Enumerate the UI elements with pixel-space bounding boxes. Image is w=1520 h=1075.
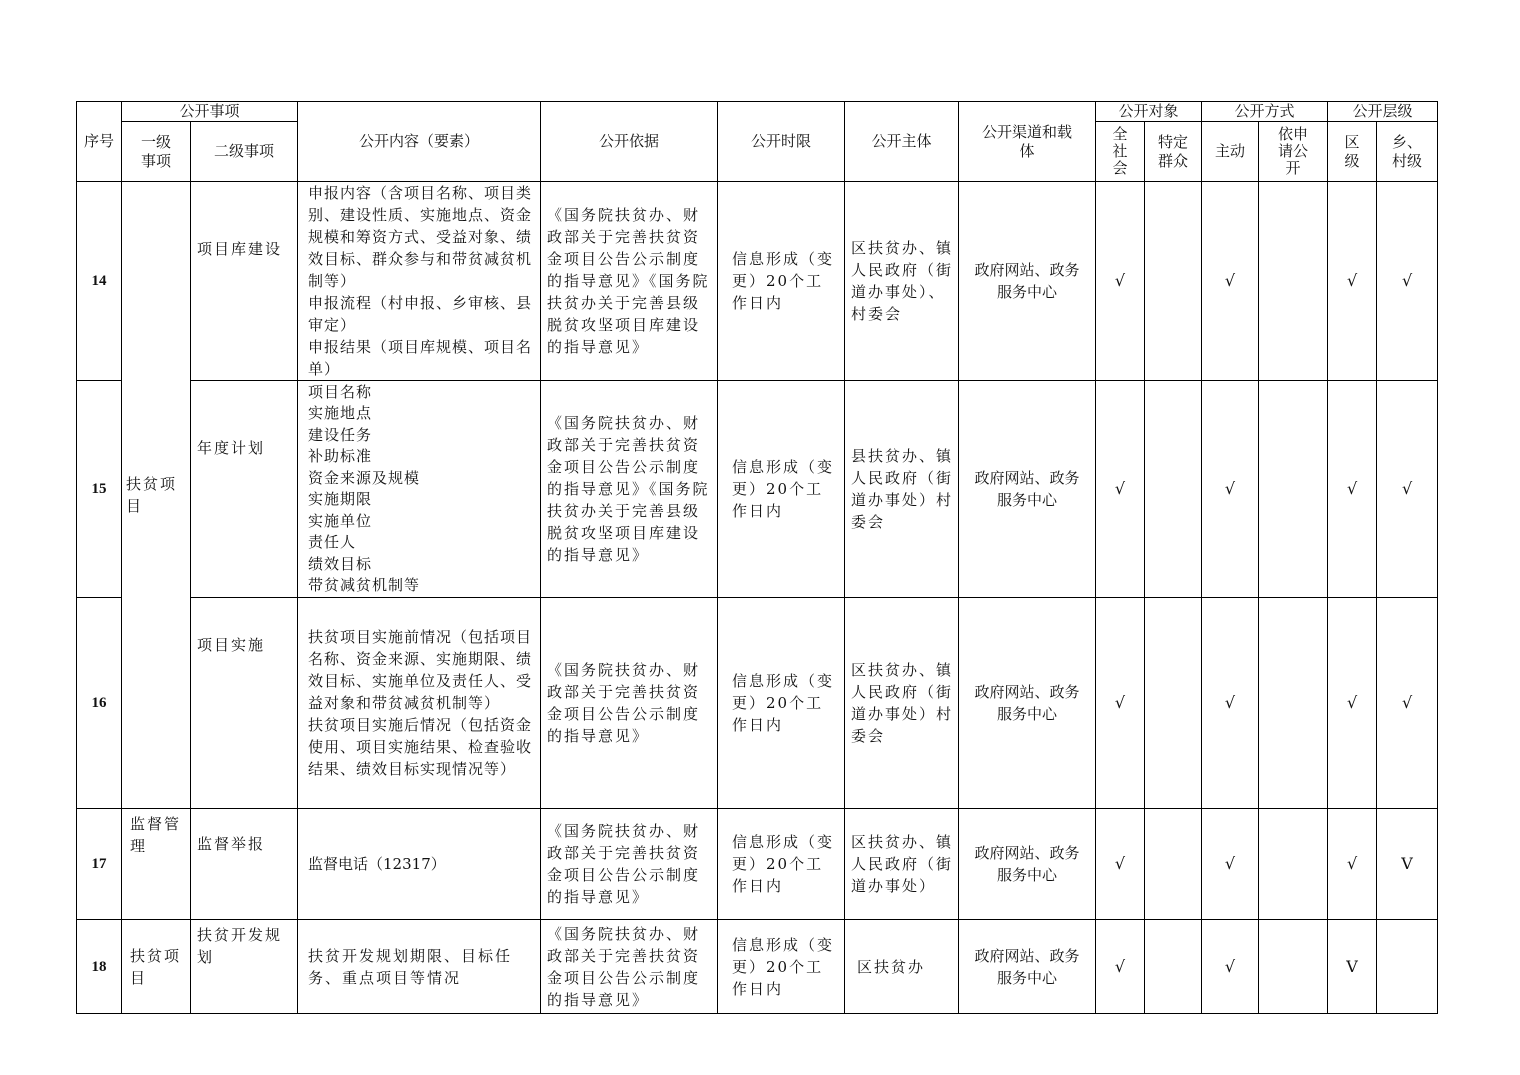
row-level-town — [1377, 920, 1438, 1014]
row-basis: 《国务院扶贫办、财政部关于完善扶贫资金项目公告公示制度的指导意见》 — [541, 809, 718, 920]
row-method-apply — [1259, 182, 1328, 381]
row-basis: 《国务院扶贫办、财政部关于完善扶贫资金项目公告公示制度的指导意见》 — [541, 598, 718, 809]
row-level2: 监督举报 — [191, 809, 298, 920]
row-level2: 项目实施 — [191, 598, 298, 809]
table-row — [77, 182, 1438, 381]
row-time-limit: 信息形成（变更）20个工作日内 — [718, 809, 845, 920]
row-target-specific — [1145, 598, 1202, 809]
row-target-specific — [1145, 809, 1202, 920]
row-seq: 17 — [77, 809, 122, 920]
row-target-specific — [1145, 381, 1202, 598]
row-level1: 监督管理 — [122, 809, 191, 920]
header-group-target: 公开对象 — [1096, 102, 1202, 122]
row-method-apply — [1259, 381, 1328, 598]
row-basis: 《国务院扶贫办、财政部关于完善扶贫资金项目公告公示制度的指导意见》《国务院扶贫办关于完善县级脱贫攻坚项目库建设的指导意见》 — [541, 182, 718, 381]
header-method-active: 主动 — [1202, 122, 1259, 182]
header-content: 公开内容（要素） — [298, 102, 541, 182]
row-level-district: √ — [1328, 598, 1377, 809]
header-level1: 一级事项 — [122, 122, 191, 182]
row-method-active: √ — [1202, 920, 1259, 1014]
row-method-active: √ — [1202, 809, 1259, 920]
row-target-specific — [1145, 182, 1202, 381]
header-group-items: 公开事项 — [122, 102, 298, 122]
row-subject: 县扶贫办、镇人民政府（街道办事处）村委会 — [845, 381, 959, 598]
row-method-apply — [1259, 920, 1328, 1014]
row-level-district: √ — [1328, 182, 1377, 381]
row-level2: 扶贫开发规划 — [191, 920, 298, 1014]
row-channel: 政府网站、政务服务中心 — [959, 381, 1096, 598]
row-level-district: V — [1328, 920, 1377, 1014]
row-method-active: √ — [1202, 182, 1259, 381]
header-group-method: 公开方式 — [1202, 102, 1328, 122]
row-level-town: √ — [1377, 598, 1438, 809]
row-seq: 14 — [77, 182, 122, 381]
row-time-limit: 信息形成（变更）20个工作日内 — [718, 598, 845, 809]
row-subject: 区扶贫办 — [845, 920, 959, 1014]
row-time-limit: 信息形成（变更）20个工作日内 — [718, 182, 845, 381]
row-level-district: √ — [1328, 381, 1377, 598]
row-level-town: √ — [1377, 381, 1438, 598]
row-basis: 《国务院扶贫办、财政部关于完善扶贫资金项目公告公示制度的指导意见》 — [541, 920, 718, 1014]
row-content: 监督电话（12317） — [298, 809, 541, 920]
row-seq: 15 — [77, 381, 122, 598]
row-target-all: √ — [1096, 381, 1145, 598]
row-level1: 扶贫项目 — [122, 920, 191, 1014]
row-target-specific — [1145, 920, 1202, 1014]
row-target-all: √ — [1096, 182, 1145, 381]
row-content: 扶贫开发规划期限、目标任务、重点项目等情况 — [298, 920, 541, 1014]
row-channel: 政府网站、政务服务中心 — [959, 182, 1096, 381]
row-time-limit: 信息形成（变更）20个工作日内 — [718, 920, 845, 1014]
row-target-all: √ — [1096, 598, 1145, 809]
row-subject: 区扶贫办、镇人民政府（街道办事处）、村委会 — [845, 182, 959, 381]
row-target-all: √ — [1096, 809, 1145, 920]
header-target-all: 全社会 — [1096, 122, 1145, 182]
disclosure-table — [76, 101, 1438, 1014]
row-method-apply — [1259, 598, 1328, 809]
header-row-1 — [77, 102, 1438, 122]
row-channel: 政府网站、政务服务中心 — [959, 809, 1096, 920]
row-level-town: V — [1377, 809, 1438, 920]
row-method-apply — [1259, 809, 1328, 920]
row-basis: 《国务院扶贫办、财政部关于完善扶贫资金项目公告公示制度的指导意见》《国务院扶贫办关于完善县级脱贫攻坚项目库建设的指导意见》 — [541, 381, 718, 598]
header-group-level: 公开层级 — [1328, 102, 1438, 122]
header-basis: 公开依据 — [541, 102, 718, 182]
header-subject: 公开主体 — [845, 102, 959, 182]
header-level-district: 区级 — [1328, 122, 1377, 182]
row-seq: 16 — [77, 598, 122, 809]
row-seq: 18 — [77, 920, 122, 1014]
header-level2: 二级事项 — [191, 122, 298, 182]
row-channel: 政府网站、政务服务中心 — [959, 598, 1096, 809]
header-channel: 公开渠道和载体 — [959, 102, 1096, 182]
row-level1: 扶贫项目 — [122, 182, 191, 809]
row-channel: 政府网站、政务服务中心 — [959, 920, 1096, 1014]
row-level-district: √ — [1328, 809, 1377, 920]
row-time-limit: 信息形成（变更）20个工作日内 — [718, 381, 845, 598]
row-content: 扶贫项目实施前情况（包括项目名称、资金来源、实施期限、绩效目标、实施单位及责任人、受益对象和带贫减贫机制等） 扶贫项目实施后情况（包括资金使用、项目实施结果、检查验收结果、绩效目标实现情况等） — [298, 598, 541, 809]
header-level-town: 乡、村级 — [1377, 122, 1438, 182]
row-method-active: √ — [1202, 598, 1259, 809]
header-target-specific: 特定群众 — [1145, 122, 1202, 182]
row-level-town: √ — [1377, 182, 1438, 381]
row-content: 项目名称 实施地点 建设任务 补助标准 资金来源及规模 实施期限 实施单位 责任人 绩效目标 带贫减贫机制等 — [298, 381, 541, 598]
header-seq: 序号 — [77, 102, 122, 182]
row-target-all: √ — [1096, 920, 1145, 1014]
header-method-apply: 依申请公开 — [1259, 122, 1328, 182]
row-level2: 年度计划 — [191, 381, 298, 598]
table-row — [77, 381, 1438, 598]
row-level2: 项目库建设 — [191, 182, 298, 381]
table-row — [77, 920, 1438, 1014]
header-time-limit: 公开时限 — [718, 102, 845, 182]
row-subject: 区扶贫办、镇人民政府（街道办事处）村委会 — [845, 598, 959, 809]
row-subject: 区扶贫办、镇人民政府（街道办事处） — [845, 809, 959, 920]
table-row — [77, 598, 1438, 809]
table-row — [77, 809, 1438, 920]
row-method-active: √ — [1202, 381, 1259, 598]
row-content: 申报内容（含项目名称、项目类别、建设性质、实施地点、资金规模和筹资方式、受益对象、绩效目标、群众参与和带贫减贫机制等） 申报流程（村申报、乡审核、县审定） 申报结果（项目库规模、项目名单） — [298, 182, 541, 381]
